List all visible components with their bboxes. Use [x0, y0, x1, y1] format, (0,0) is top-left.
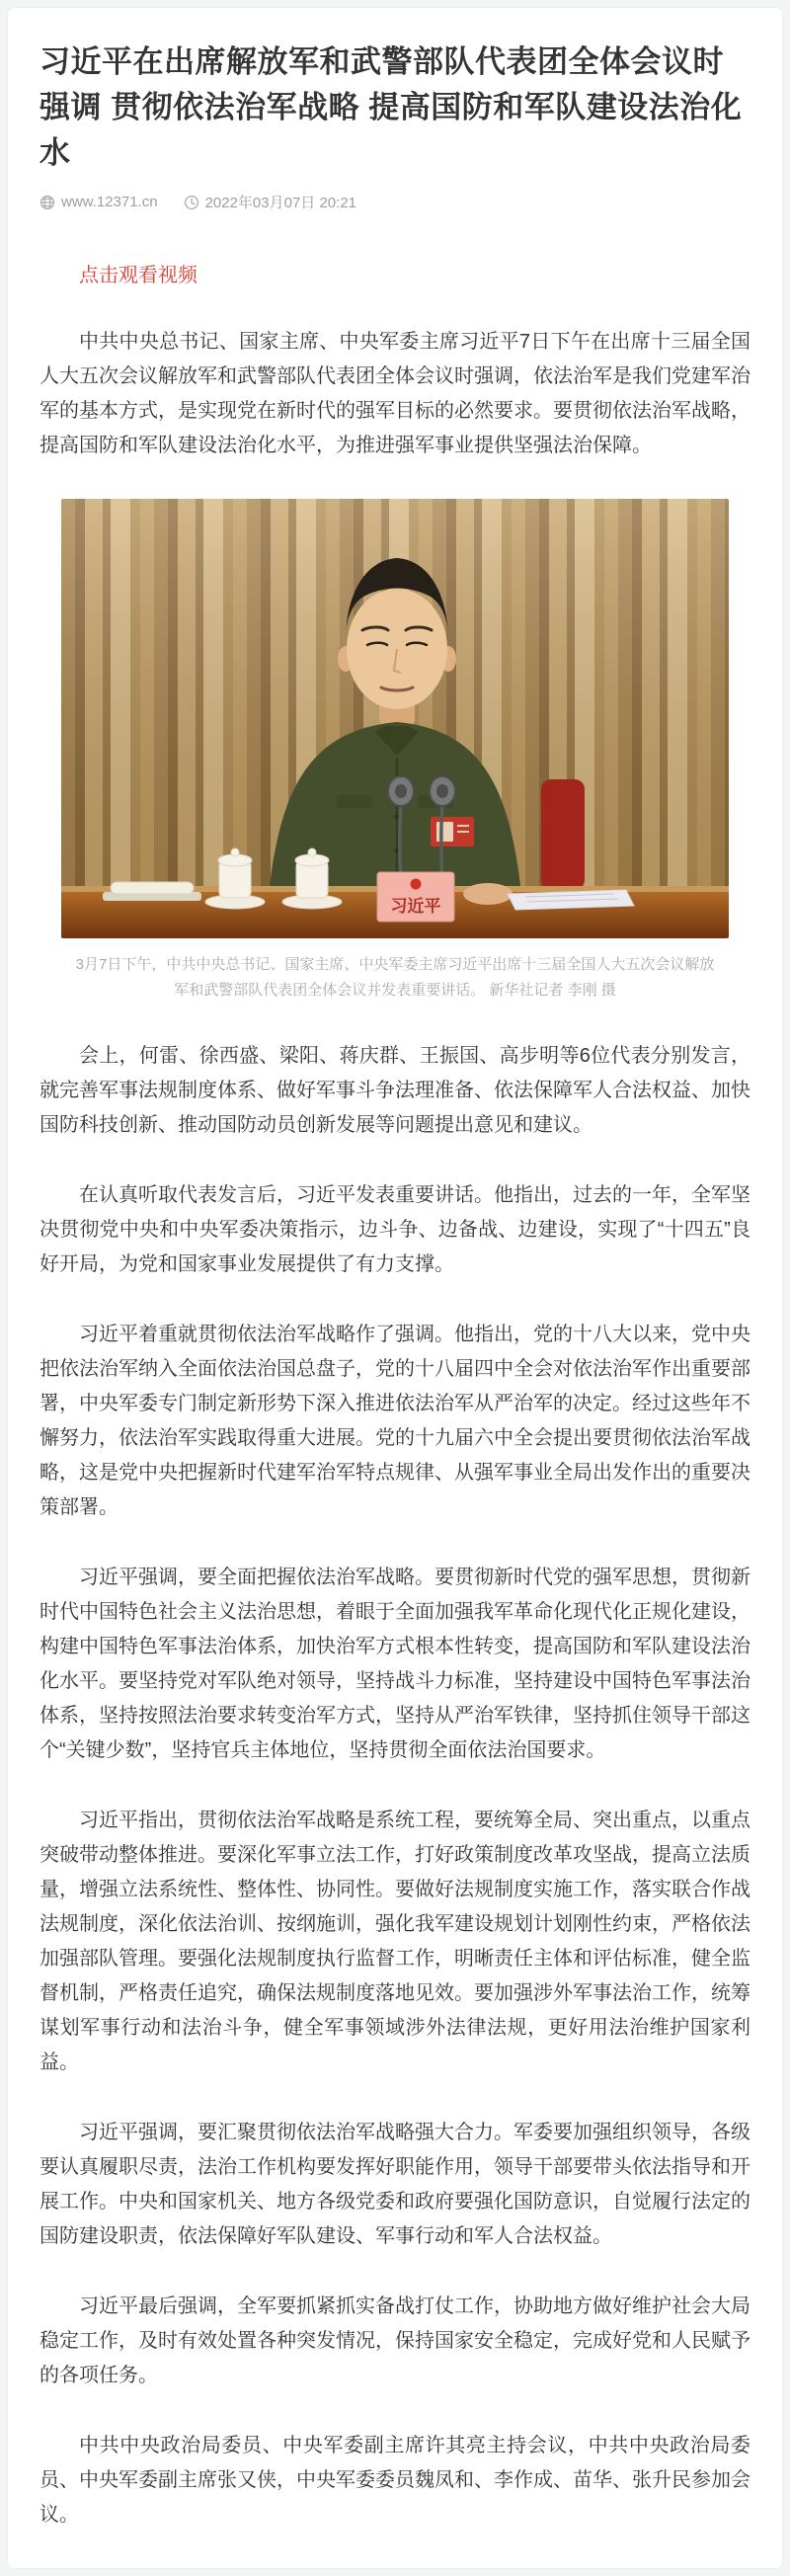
globe-icon	[40, 195, 55, 210]
red-chair	[541, 779, 585, 890]
publish-time-item	[184, 192, 356, 212]
article-paragraph-3: 在认真听取代表发言后，习近平发表重要讲话。他指出，过去的一年，全军坚决贯彻党中央和中央军委决策指示，边斗争、边备战、边建设，实现了“十四五”良好开局，为党和国家事业发展提供了有力支撑。	[40, 1184, 750, 1275]
article-card	[8, 8, 782, 2568]
page	[0, 8, 790, 2568]
xi-jinping-photo	[61, 499, 729, 938]
article-paragraph-5: 习近平强调，要全面把握依法治军战略。要贯彻新时代党的强军思想，贯彻新时代中国特色社会主义法治思想，着眼于全面加强我军革命化现代化正规化建设，构建中国特色军事法治体系，加快治军方式根本性转变，提高国防和军队建设法治化水平。要坚持党对军队绝对领导，坚持战斗力标准，坚持建设中国特色军事法治体系，坚持按照法治要求转变治军方式，坚持从严治军铁律，坚持抓住领导干部这个“关键少数”，坚持官兵主体地位，坚持贯彻全面依法治国要求。	[40, 1567, 750, 1761]
article-paragraph-7: 习近平强调，要汇聚贯彻依法治军战略强大合力。军委要加强组织领导，各级要认真履职尽责，法治工作机构要发挥好职能作用，领导干部要带头依法指导和开展工作。中央和国家机关、地方各级党委和政府要强化国防意识，自觉履行法定的国防建设职责，依法保障好军队建设、军事行动和军人合法权益。	[40, 2122, 750, 2247]
article-paragraph-6: 习近平指出，贯彻依法治军战略是系统工程，要统筹全局、突出重点，以重点突破带动整体推进。要深化军事立法工作，打好政策制度改革攻坚战，提高立法质量，增强立法系统性、整体性、协同性。要做好法规制度实施工作，落实联合作战法规制度，深化依法治训、按纲施训，强化我军建设规划计划刚性约束，严格依法加强部队管理。要强化法规制度执行监督工作，明晰责任主体和评估标准，健全监督机制，严格责任追究，确保法规制度落地见效。要加强涉外军事法治工作，统筹谋划军事行动和法治斗争，健全军事领域涉外法律法规，更好用法治维护国家利益。	[40, 1810, 750, 2073]
photo-caption: 3月7日下午，中共中央总书记、国家主席、中央军委主席习近平出席十三届全国人大五次会议解放军和武警部队代表团全体会议并发表重要讲话。 新华社记者 李刚 摄	[75, 956, 715, 999]
article-title: 习近平在出席解放军和武警部队代表团全体会议时强调 贯彻依法治军战略 提高国防和军队建设法治化水	[40, 44, 743, 170]
article-paragraph-9: 中共中央政治局委员、中央军委副主席许其亮主持会议，中共中央政治局委员、中央军委副主席张又侠，中央军委委员魏凤和、李作成、苗华、张升民参加会议。	[40, 2435, 750, 2526]
watch-video-link[interactable]: 点击观看视频	[79, 265, 198, 286]
source-label: www.12371.cn	[61, 194, 158, 210]
source-item	[40, 194, 158, 210]
article-meta	[40, 192, 750, 212]
article-paragraph-8: 习近平最后强调，全军要抓紧抓实备战打仗工作，协助地方做好维护社会大局稳定工作，及时有效处置各种突发情况，保持国家安全稳定，完成好党和人民赋予的各项任务。	[40, 2295, 750, 2386]
video-link-row	[40, 262, 750, 289]
article-paragraph-2: 会上，何雷、徐西盛、梁阳、蒋庆群、王振国、高步明等6位代表分别发言，就完善军事法规制度体系、做好军事斗争法理准备、依法保障军人合法权益、加快国防科技创新、推动国防动员创新发展等问题提出意见和建议。	[40, 1045, 750, 1136]
nameplate-text: 习近平	[390, 897, 441, 916]
publish-time: 2022年03月07日 20:21	[204, 195, 357, 211]
article-body	[40, 262, 750, 2533]
clock-icon	[184, 195, 199, 210]
article-paragraph-1: 中共中央总书记、国家主席、中央军委主席习近平7日下午在出席十三届全国人大五次会议解放军和武警部队代表团全体会议时强调，依法治军是我们党建军治军的基本方式，是实现党在新时代的强军目标的必然要求。要贯彻依法治军战略，提高国防和军队建设法治化水平，为推进强军事业提供坚强法治保障。	[40, 331, 750, 456]
nameplate	[377, 872, 454, 922]
delegate-badge	[431, 817, 474, 846]
article-paragraph-4: 习近平着重就贯彻依法治军战略作了强调。他指出，党的十八大以来，党中央把依法治军纳入全面依法治国总盘子，党的十八届四中全会对依法治军作出重要部署，中央军委专门制定新形势下深入推进依法治军从严治军的决定。经过这些年不懈努力，依法治军实践取得重大进展。党的十九届六中全会提出要贯彻依法治军战略，这是党中央把握新时代建军治军特点规律、从强军事业全局出发作出的重要决策部署。	[40, 1324, 750, 1518]
news-photo	[61, 499, 729, 938]
